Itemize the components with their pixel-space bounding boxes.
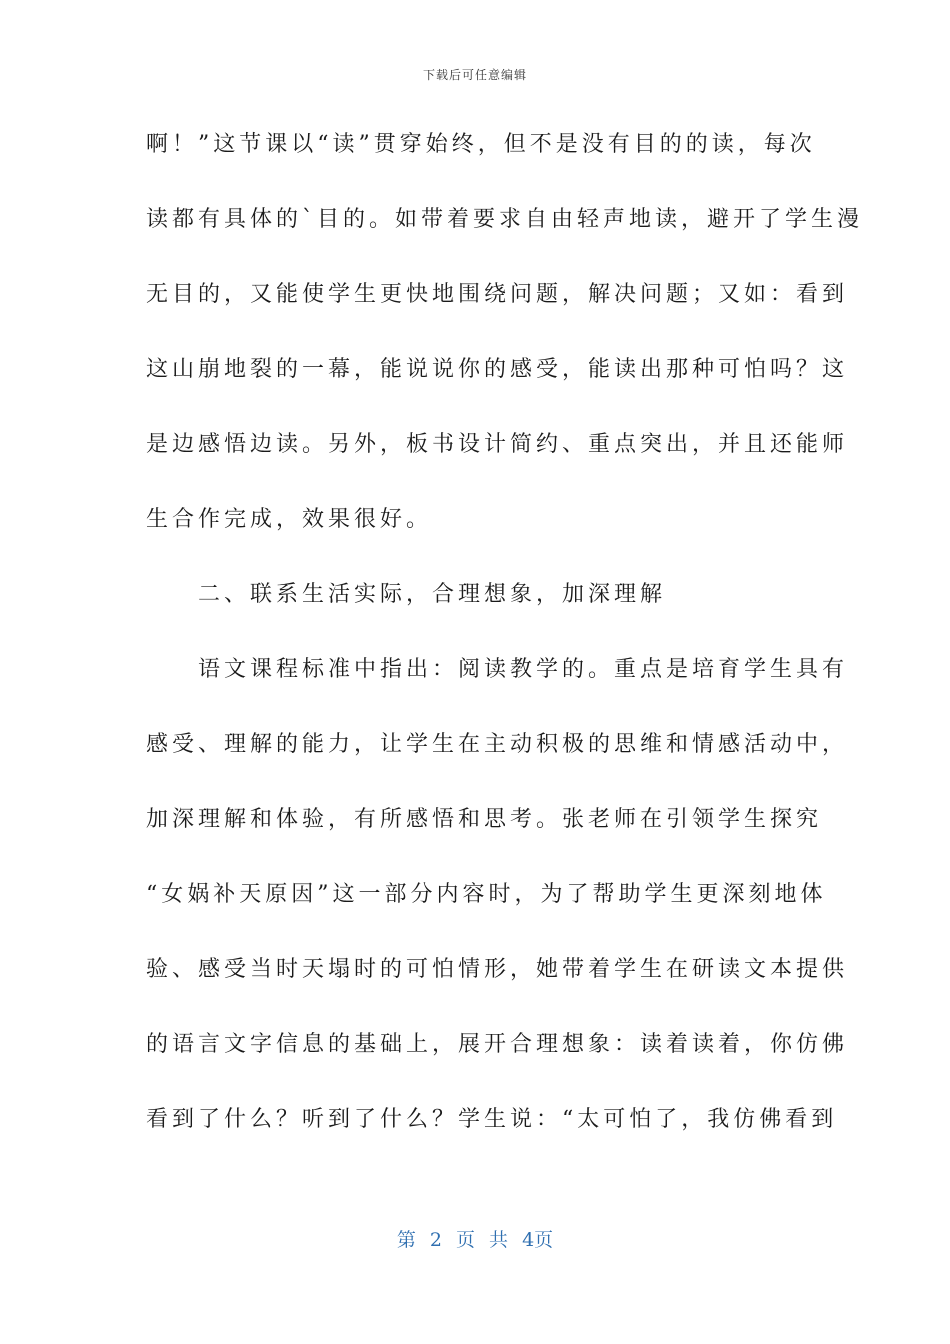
text-line: 感受、理解的能力，让学生在主动积极的思维和情感活动中， bbox=[146, 732, 849, 757]
text-line: 看到了什么？听到了什么？学生说：“太可怕了，我仿佛看到 bbox=[146, 1107, 838, 1132]
page-header: 下载后可任意编辑 bbox=[422, 68, 527, 82]
text-line: 的语言文字信息的基础上，展开合理想象：读着读着，你仿佛 bbox=[146, 1032, 849, 1057]
text-line: 验、感受当时天塌时的可怕情形，她带着学生在研读文本提供 bbox=[146, 957, 849, 982]
text-line: 这山崩地裂的一幕，能说说你的感受，能读出那种可怕吗？这 bbox=[146, 357, 849, 382]
text-line: 啊！”这节课以“读”贯穿始终，但不是没有目的的读，每次 bbox=[146, 132, 816, 157]
text-line: 无目的，又能使学生更快地围绕问题，解决问题；又如：看到 bbox=[146, 282, 849, 307]
text-line: 是边感悟边读。另外，板书设计简约、重点突出，并且还能师 bbox=[146, 432, 849, 457]
text-line: 语文课程标准中指出：阅读教学的。重点是培育学生具有 bbox=[146, 657, 849, 682]
text-line: “女娲补天原因”这一部分内容时，为了帮助学生更深刻地体 bbox=[146, 882, 827, 907]
text-line: 加深理解和体验，有所感悟和思考。张老师在引领学生探究 bbox=[146, 807, 823, 832]
document-body bbox=[146, 124, 864, 1174]
page-number-footer: 第 2 页 共 4页 bbox=[396, 1229, 554, 1251]
text-line: 生合作完成，效果很好。 bbox=[146, 507, 433, 532]
section-heading: 二、联系生活实际，合理想象，加深理解 bbox=[146, 582, 667, 607]
text-line: 读都有具体的`目的。如带着要求自由轻声地读，避开了学生漫 bbox=[146, 207, 864, 232]
